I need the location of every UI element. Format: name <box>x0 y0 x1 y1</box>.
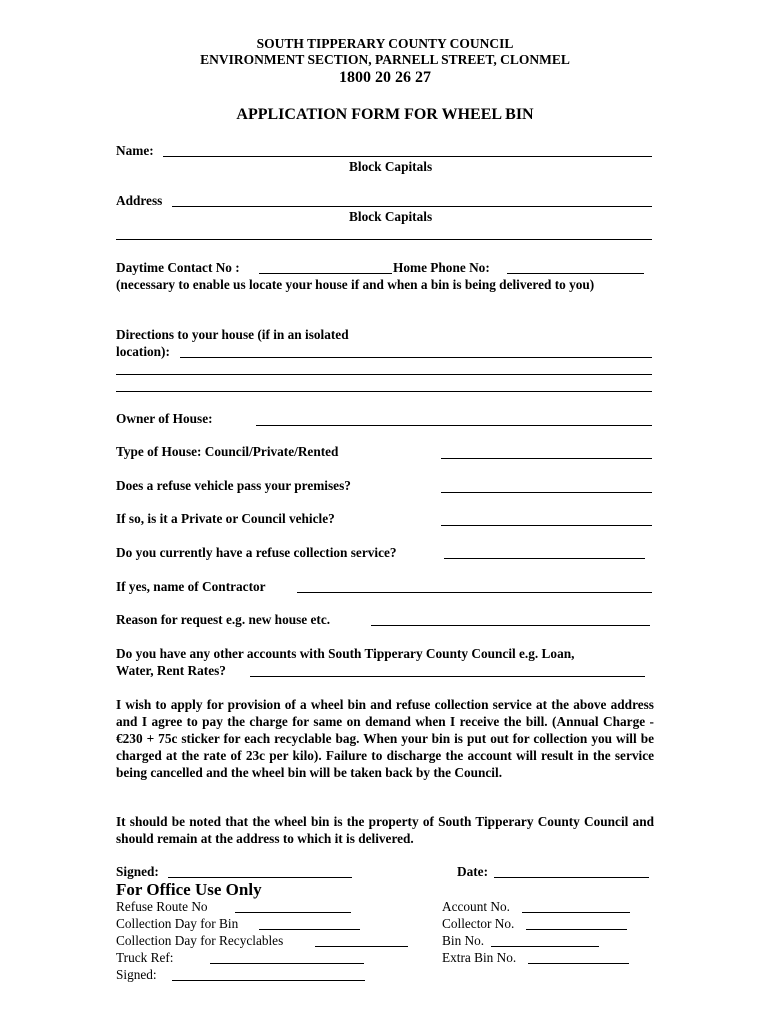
directions-field-1[interactable] <box>180 357 652 358</box>
address-label: Address <box>116 193 163 208</box>
name-label: Name: <box>116 143 154 158</box>
contractor-label: If yes, name of Contractor <box>116 579 266 594</box>
home-phone-field[interactable] <box>507 273 644 274</box>
collection-service-field[interactable] <box>444 558 645 559</box>
account-field[interactable] <box>522 912 630 913</box>
date-field[interactable] <box>494 877 649 878</box>
form-title: APPLICATION FORM FOR WHEEL BIN <box>236 106 534 123</box>
owner-label: Owner of House: <box>116 411 213 426</box>
name-hint: Block Capitals <box>349 159 433 174</box>
date-label: Date: <box>457 864 489 879</box>
extra-bin-field[interactable] <box>528 963 629 964</box>
vehicle-type-field[interactable] <box>441 525 652 526</box>
truck-ref-field[interactable] <box>210 963 364 964</box>
collector-field[interactable] <box>526 929 627 930</box>
contact-note: (necessary to enable us locate your house if and when a bin is being delivered to you) <box>116 277 595 292</box>
truck-ref-label: Truck Ref: <box>116 950 174 965</box>
declaration-text: I wish to apply for provision of a wheel bin and refuse collection service at the above address and I agree to pay the charge for same on demand when I receive the bill. (Annual Charge - €230 + 75c sticker for each recyclable bag. When your bin is put out for collection you will be charged at the rate of 23c per kilo). Failure to discharge the account will result in the service being cancelled and the wheel bin will be taken back by the Council. <box>116 697 654 780</box>
recyclables-day-label: Collection Day for Recyclables <box>116 933 284 948</box>
bin-label: Bin No. <box>442 933 485 948</box>
refuse-vehicle-label: Does a refuse vehicle pass your premises? <box>116 478 351 493</box>
reason-label: Reason for request e.g. new house etc. <box>116 612 331 627</box>
address-field-2[interactable] <box>116 239 652 240</box>
directions-field-2[interactable] <box>116 374 652 375</box>
collection-day-label: Collection Day for Bin <box>116 916 239 931</box>
account-label: Account No. <box>442 899 510 914</box>
name-field[interactable] <box>163 156 652 157</box>
directions-field-3[interactable] <box>116 391 652 392</box>
reason-field[interactable] <box>371 625 650 626</box>
accounts-label-2: Water, Rent Rates? <box>116 663 226 678</box>
council-address: ENVIRONMENT SECTION, PARNELL STREET, CLONMEL <box>200 52 570 67</box>
contractor-field[interactable] <box>297 592 652 593</box>
house-type-field[interactable] <box>441 458 652 459</box>
address-hint: Block Capitals <box>349 209 433 224</box>
property-note: It should be noted that the wheel bin is the property of South Tipperary County Council and should remain at the address to which it is delivered. <box>116 814 654 846</box>
office-signed-label: Signed: <box>116 967 157 982</box>
council-name: SOUTH TIPPERARY COUNTY COUNCIL <box>256 36 514 51</box>
directions-label-2: location): <box>116 344 170 359</box>
office-signed-field[interactable] <box>172 980 365 981</box>
collector-label: Collector No. <box>442 916 515 931</box>
council-phone: 1800 20 26 27 <box>339 69 431 86</box>
signature-field[interactable] <box>168 877 352 878</box>
collection-service-label: Do you currently have a refuse collection service? <box>116 545 397 560</box>
owner-field[interactable] <box>256 425 652 426</box>
directions-label-1: Directions to your house (if in an isolated <box>116 327 349 342</box>
address-field-1[interactable] <box>172 206 652 207</box>
vehicle-type-label: If so, is it a Private or Council vehicle? <box>116 511 335 526</box>
home-phone-label: Home Phone No: <box>393 260 490 275</box>
house-type-label: Type of House: Council/Private/Rented <box>116 444 339 459</box>
bin-field[interactable] <box>491 946 599 947</box>
refuse-vehicle-field[interactable] <box>441 492 652 493</box>
daytime-contact-label: Daytime Contact No : <box>116 260 240 275</box>
daytime-contact-field[interactable] <box>259 273 392 274</box>
route-label: Refuse Route No <box>116 899 208 914</box>
collection-day-field[interactable] <box>259 929 360 930</box>
recyclables-day-field[interactable] <box>315 946 408 947</box>
office-use-title: For Office Use Only <box>116 880 262 899</box>
extra-bin-label: Extra Bin No. <box>442 950 517 965</box>
accounts-field[interactable] <box>250 676 645 677</box>
route-field[interactable] <box>235 912 351 913</box>
accounts-label-1: Do you have any other accounts with South Tipperary County Council e.g. Loan, <box>116 646 575 661</box>
signed-label: Signed: <box>116 864 159 879</box>
